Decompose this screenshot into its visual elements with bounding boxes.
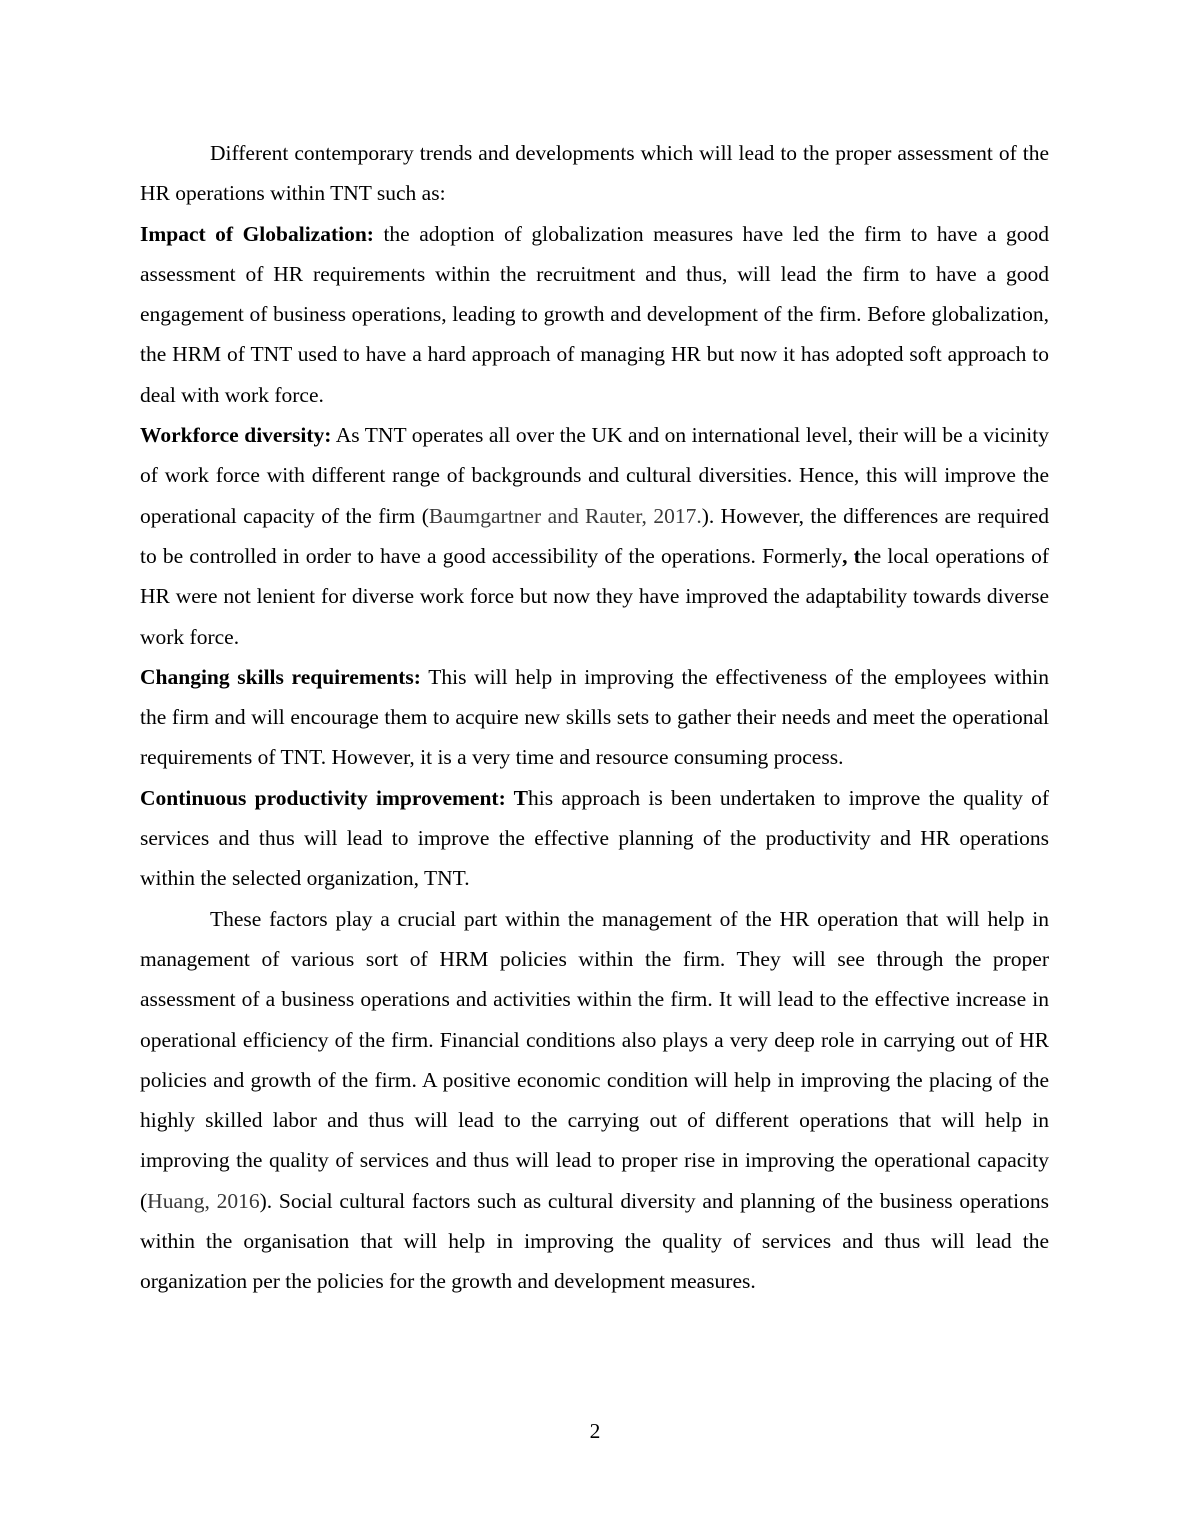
productivity-text: his approach is been undertaken to improve the quality of services and thus will lead to improve the effective planning of the productivity and HR operations within the selected organization, TNT. [140, 785, 1049, 891]
intro-text: Different contemporary trends and developments which will lead to the proper assessment of the HR operations within TNT such as: [140, 141, 1049, 206]
productivity-paragraph [140, 778, 1049, 899]
diversity-heading: Workforce diversity: [140, 423, 332, 448]
page-number: 2 [589, 1419, 601, 1443]
diversity-citation: Baumgartner and Rauter, 2017. [428, 503, 702, 528]
document-body [140, 133, 1049, 1302]
globalization-paragraph [140, 214, 1049, 415]
productivity-heading: Continuous productivity improvement: T [140, 785, 528, 810]
conclusion-text-before-citation: These factors play a crucial part within the management of the HR operation that will help in management of various sort of HRM policies within the firm. They will see through the proper assessment of a business operations and activities within the firm. It will lead to the effective increase in operational efficiency of the firm. Financial conditions also plays a very deep role in carrying out of HR policies and growth of the firm. A positive economic condition will help in improving the placing of the highly skilled labor and thus will lead to the carrying out of different operations that will help in improving the quality of services and thus will lead to proper rise in improving the operational capacity ( [140, 906, 1049, 1213]
skills-text: This will help in improving the effectiveness of the employees within the firm and will encourage them to acquire new skills sets to gather their needs and meet the operational requirements of TNT. However, it is a very time and resource consuming process. [140, 664, 1049, 770]
globalization-heading: Impact of Globalization: [140, 221, 374, 246]
diversity-bold-fragment: , t [842, 543, 861, 568]
diversity-text-end: he local operations of HR were not lenient for diverse work force but now they have improved the adaptability towards diverse work force. [140, 543, 1049, 649]
conclusion-paragraph [140, 899, 1049, 1302]
globalization-text: the adoption of globalization measures have led the firm to have a good assessment of HR requirements within the recruitment and thus, will lead the firm to have a good engagement of business operations, leading to growth and development of the firm. Before globalization, the HRM of TNT used to have a hard approach of managing HR but now it has adopted soft approach to deal with work force. [140, 221, 1049, 407]
skills-heading: Changing skills requirements: [140, 664, 421, 689]
intro-paragraph [140, 133, 1049, 214]
conclusion-text-after-citation: ). Social cultural factors such as cultural diversity and planning of the business operations within the organisation that will help in improving the quality of services and thus will lead the organization per the policies for the growth and development measures. [140, 1188, 1049, 1294]
diversity-text-after-citation: ). However, the differences are required to be controlled in order to have a good accessibility of the operations. Formerly [140, 503, 1049, 568]
conclusion-citation: Huang, 2016 [147, 1188, 260, 1213]
diversity-paragraph [140, 415, 1049, 657]
skills-paragraph [140, 657, 1049, 778]
diversity-text-before-citation: As TNT operates all over the UK and on international level, their will be a vicinity of work force with different range of backgrounds and cultural diversities. Hence, this will improve the operational capacity of the firm ( [140, 423, 1049, 528]
